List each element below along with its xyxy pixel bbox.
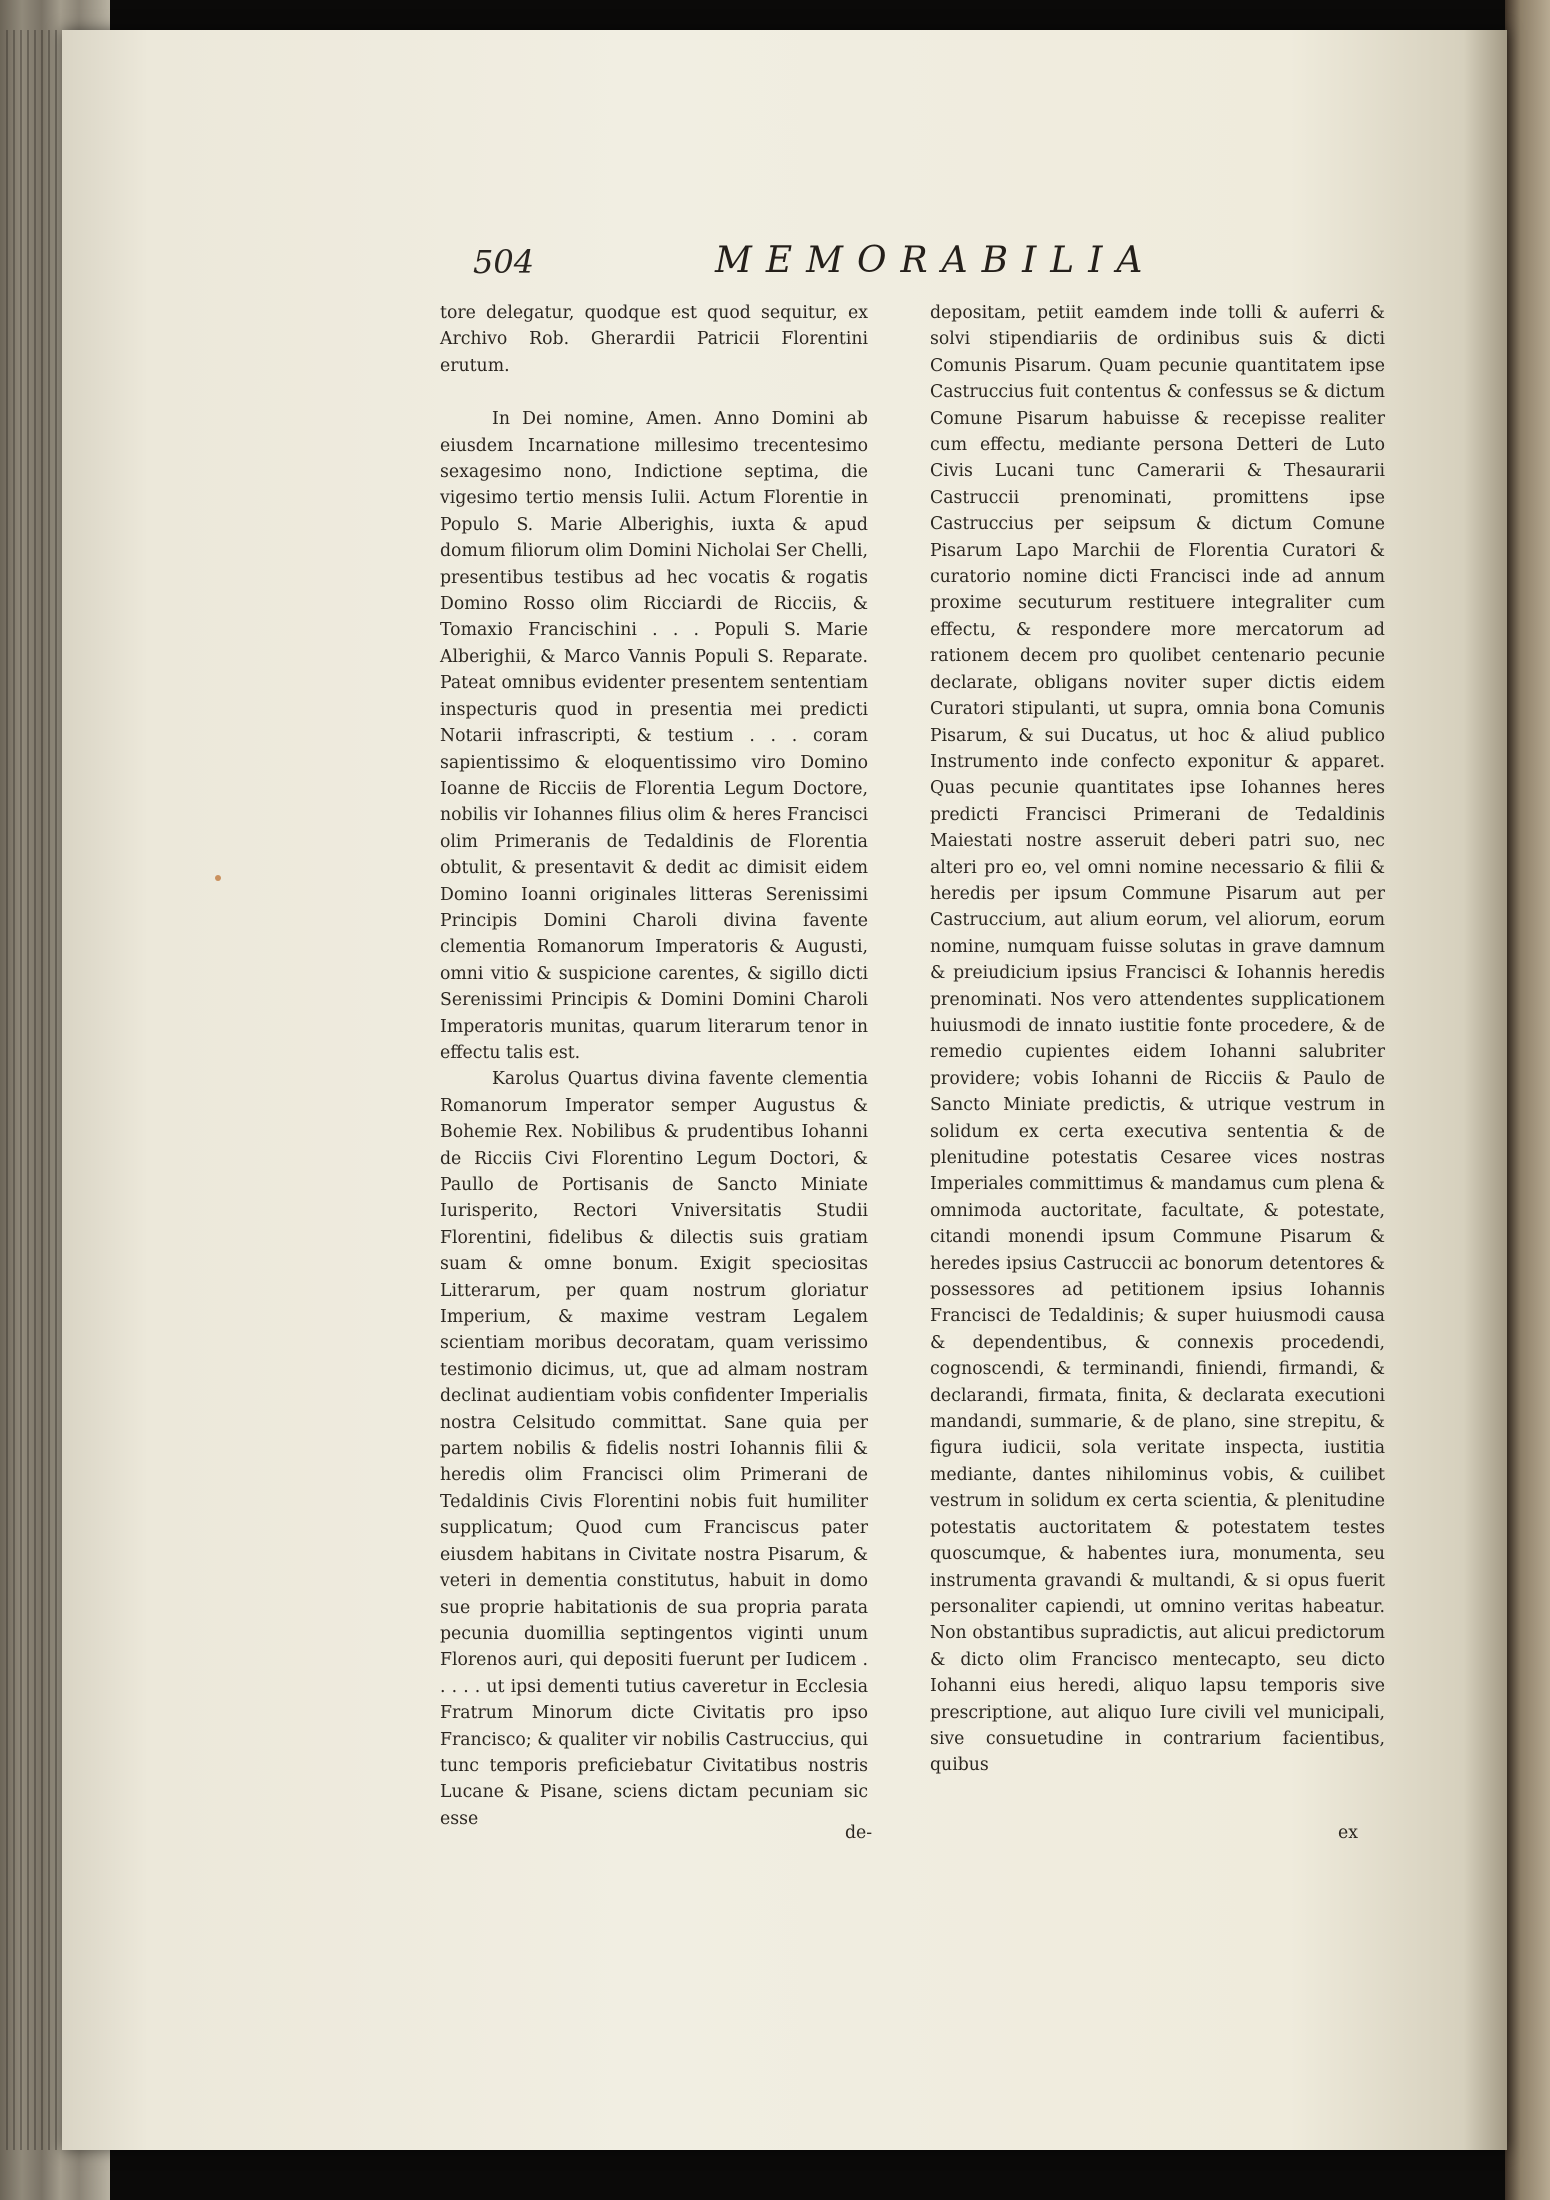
imperial-letter-paragraph: Karolus Quartus divina favente clementia Romanorum Imperator semper Augustus & Bohemie Rex. Nobilibus & prudentibus Iohanni de Ricciis Civi Florentino Legum Doctori, & Paullo de Portisanis de Sancto Miniate Iurisperito, Rectori Vniversitatis Studii Florentini, fidelibus & dilectis suis gratiam suam & omne bonum. Exigit speciositas Litterarum, per quam nostrum gloriatur Imperium, & maxime vestram Legalem scientiam moribus decoratam, quam verissimo testimonio dicimus, ut, que ad almam nostram declinat audientiam vobis confidenter Imperialis nostra Celsitudo committat. Sane quia per partem nobilis & fidelis nostri Iohannis filii & heredis olim Francisci olim Primerani de Tedaldinis Civis Florentini nobis fuit humiliter supplicatum; Quod cum Franciscus pater eiusdem habitans in Civitate nostra Pisarum, & veteri in dementia constitutus, habuit in domo sue proprie habitationis de sua propria parata pecunia duomillia septingentos viginti unum Florenos auri, qui depositi fuerunt per Iudicem . . . . . ut ipsi dementi tutius caveretur in Ecclesia Fratrum Minorum dicte Civitatis pro ipso Francisco; & qualiter vir nobilis Castruccius, qui tunc temporis preficiebatur Civitatibus nostris Lucane & Pisane, sciens dictam pecuniam sic esse [440,1069,868,1829]
right-column [930,300,1385,1779]
paper-stain [215,875,221,881]
facing-page-edge [1505,0,1550,2200]
book-page [62,30,1507,2150]
right-catchword: ex [1338,1823,1358,1843]
intro-paragraph: tore delegatur, quodque est quod sequitur, ex Archivo Rob. Gherardii Patricii Florentini erutum. [440,303,868,376]
right-paragraph: depositam, petiit eamdem inde tolli & auferri & solvi stipendiariis de ordinibus suis & dicti Comunis Pisarum. Quam pecunie quantitatem ipse Castruccius fuit contentus & confessus se & dictum Comune Pisarum habuisse & recepisse realiter cum effectu, mediante persona Detteri de Luto Civis Lucani tunc Camerarii & Thesaurarii Castruccii prenominati, promittens ipse Castruccius per seipsum & dictum Comune Pisarum Lapo Marchii de Florentia Curatori & curatorio nomine dicti Francisci inde ad annum proxime secuturum restituere integraliter cum effectu, & respondere more mercatorum ad rationem decem pro quolibet centenario pecunie declarate, obligans noviter super dictis eidem Curatori stipulanti, ut supra, omnia bona Comunis Pisarum, & sui Ducatus, ut hoc & aliud publico Instrumento inde confecto exponitur & apparet. Quas pecunie quantitates ipse Iohannes heres predicti Francisci Primerani de Tedaldinis Maiestati nostre asseruit deberi patri suo, nec alteri pro eo, vel omni nomine necessario & filii & heredis per ipsum Commune Pisarum aut per Castruccium, aut alium eorum, vel aliorum, eorum nomine, numquam fuisse solutas in grave damnum & preiudicium ipsius Francisci & Iohannis heredis prenominati. Nos vero attendentes supplicationem huiusmodi de innato iustitie fonte procedere, & de remedio cupientes eidem Iohanni salubriter providere; vobis Iohanni de Ricciis & Paulo de Sancto Miniate predictis, & utrique vestrum in solidum ex certa executiva sententia & de plenitudine potestatis Cesaree vices nostras Imperiales committimus & mandamus cum plena & omnimoda auctoritate, facultate, & potestate, citandi monendi ipsum Commune Pisarum & heredes ipsius Castruccii ac bonorum detentores & possessores ad petitionem ipsius Iohannis Francisci de Tedaldinis; & super huiusmodi causa & dependentibus, & connexis procedendi, cognoscendi, & terminandi, finiendi, firmandi, & declarandi, firmata, finita, & declarata executioni mandandi, summarie, & de plano, sine strepitu, & figura iudicii, sola veritate inspecta, iustitia mediante, dantes nihilominus vobis, & cuilibet vestrum in solidum ex certa scientia, & plenitudine potestatis auctoritatem & potestatem testes quoscumque, & habentes iura, monumenta, seu instrumenta gravandi & multandi, & si opus fuerit personaliter capiendi, ut omnino veritas habeatur. Non obstantibus supradictis, aut alicui predictorum & dicto olim Francisco mentecapto, seu dicto Iohanni eius heredi, aliquo lapsu temporis sive prescriptione, aut aliquo Iure civili vel municipali, sive consuetudine in contrarium facientibus, quibus [930,303,1385,1776]
running-head: MEMORABILIA [715,240,1157,281]
notarial-paragraph: In Dei nomine, Amen. Anno Domini ab eiusdem Incarnatione millesimo trecentesimo sexagesimo nono, Indictione septima, die vigesimo tertio mensis Iulii. Actum Florentie in Populo S. Marie Alberighis, iuxta & apud domum filiorum olim Domini Nicholai Ser Chelli, presentibus testibus ad hec vocatis & rogatis Domino Rosso olim Ricciardi de Ricciis, & Tomaxio Francischini . . . Populi S. Marie Alberighii, & Marco Vannis Populi S. Reparate. Pateat omnibus evidenter presentem sententiam inspecturis quod in presentia mei predicti Notarii infrascripti, & testium . . . coram sapientissimo & eloquentissimo viro Domino Ioanne de Ricciis de Florentia Legum Doctore, nobilis vir Iohannes filius olim & heres Francisci olim Primeranis de Tedaldinis de Florentia obtulit, & presentavit & dedit ac dimisit eidem Domino Ioanni originales litteras Serenissimi Principis Domini Charoli divina favente clementia Romanorum Imperatoris & Augusti, omni vitio & suspicione carentes, & sigillo dicti Serenissimi Principis & Domini Domini Charoli Imperatoris munitas, quarum literarum tenor in effectu talis est. [440,409,868,1063]
page-number: 504 [473,243,535,281]
left-catchword: de- [845,1823,873,1843]
left-column [440,300,868,1832]
paragraph-gap [440,379,868,406]
